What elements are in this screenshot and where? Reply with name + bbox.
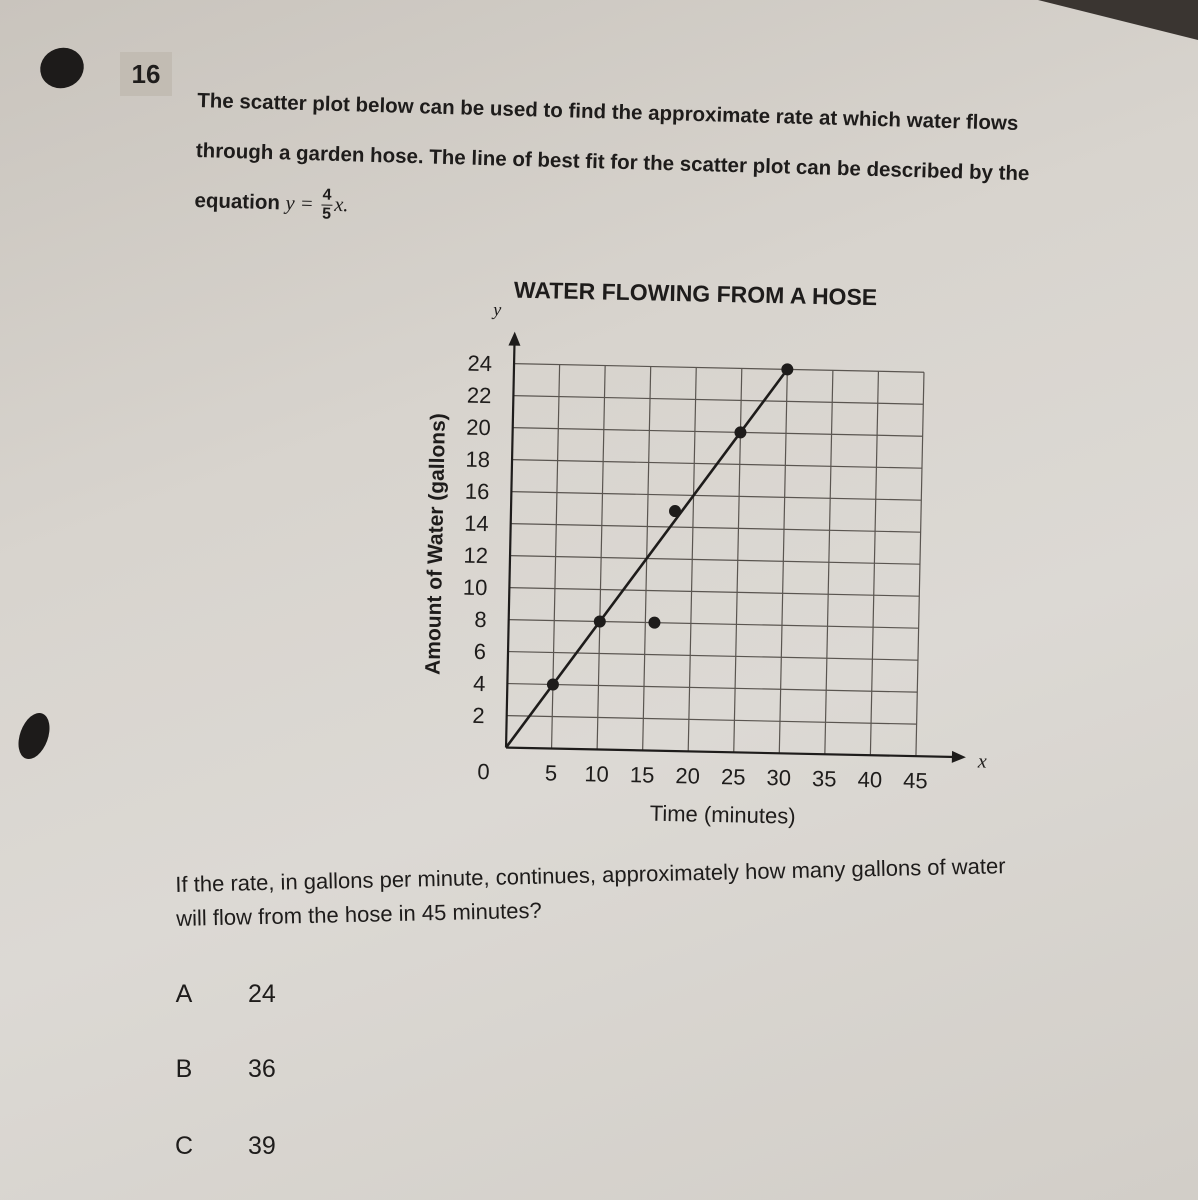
- best-fit-line: [506, 364, 787, 754]
- grid-line-horizontal: [513, 396, 923, 405]
- origin-label: 0: [477, 758, 490, 785]
- y-tick-label: 10: [462, 574, 488, 601]
- data-point: [648, 617, 660, 629]
- y-tick-label: 8: [474, 606, 487, 633]
- y-tick-label: 12: [463, 542, 489, 569]
- x-tick-label: 5: [544, 760, 558, 786]
- stem-line: The scatter plot below can be used to find the approximate rate at which water flows: [196, 88, 1019, 135]
- x-axis-arrow: [952, 751, 966, 763]
- grid-line-horizontal: [509, 588, 919, 597]
- y-axis-letter: y: [492, 299, 502, 320]
- y-tick-label: 14: [463, 510, 489, 537]
- x-tick-label: 25: [720, 764, 746, 790]
- y-axis-title: Amount of Water (gallons): [421, 412, 451, 676]
- choice-value: 36: [248, 1055, 276, 1083]
- y-axis-arrow: [508, 332, 520, 346]
- answer-choice-b[interactable]: [170, 1055, 276, 1084]
- stem-equation-prefix: equation: [194, 188, 281, 215]
- x-tick-label: 45: [902, 767, 928, 794]
- best-fit-line-segment: [506, 364, 787, 754]
- y-tick-label: 6: [473, 638, 487, 665]
- y-tick-label: 4: [472, 670, 486, 697]
- grid-line-horizontal: [508, 652, 918, 661]
- x-tick-label: 20: [675, 763, 701, 789]
- chart-group: [418, 275, 996, 833]
- grid-line-horizontal: [513, 428, 923, 437]
- answer-choice-a[interactable]: [170, 980, 276, 1009]
- chart-title: WATER FLOWING FROM A HOSE: [513, 276, 878, 311]
- x-tick-label: 35: [811, 765, 837, 792]
- choice-value: 39: [248, 1132, 276, 1160]
- prompt-line: will flow from the hose in 45 minutes?: [175, 897, 542, 931]
- x-tick-label: 30: [766, 765, 792, 791]
- grid-line-horizontal: [510, 556, 920, 565]
- y-tick-label: 16: [464, 478, 490, 505]
- choice-letter: A: [175, 980, 193, 1008]
- grid: [506, 364, 924, 757]
- y-tick-label: 22: [466, 382, 492, 409]
- x-tick-label: 10: [584, 761, 610, 787]
- y-tick-label: 18: [465, 446, 491, 473]
- choice-letter: C: [174, 1132, 194, 1160]
- y-axis-line: [506, 338, 515, 748]
- grid-line-horizontal: [511, 524, 921, 533]
- grid-line-horizontal: [509, 620, 919, 629]
- grid-line-horizontal: [514, 364, 924, 373]
- equation-lhs: y =: [285, 192, 314, 216]
- choice-value: 24: [248, 980, 276, 1008]
- y-tick-label: 24: [467, 350, 493, 377]
- x-tick-label: 40: [857, 766, 883, 793]
- grid-line-horizontal: [507, 716, 917, 725]
- x-tick-labels: [545, 760, 928, 793]
- y-tick-label: 20: [465, 414, 491, 441]
- x-tick-label: 15: [629, 762, 655, 788]
- choice-letter: B: [175, 1055, 193, 1083]
- grid-line-horizontal: [507, 684, 917, 693]
- x-axis-title: Time (minutes): [649, 800, 796, 829]
- question-number: 16: [120, 52, 172, 96]
- y-tick-label: 2: [472, 702, 485, 729]
- fraction-denominator: 5: [321, 205, 332, 223]
- prompt-line: If the rate, in gallons per minute, continues, approximately how many gallons of water: [175, 853, 1006, 897]
- grid-line-horizontal: [511, 492, 921, 501]
- equation-suffix: x.: [333, 193, 349, 217]
- x-axis-letter: x: [977, 750, 987, 773]
- answer-choice-c[interactable]: [170, 1132, 276, 1161]
- fraction-numerator: 4: [321, 187, 332, 206]
- y-tick-labels: [460, 351, 492, 728]
- stem-line: through a garden hose. The line of best fit for the scatter plot can be described by the: [195, 138, 1030, 186]
